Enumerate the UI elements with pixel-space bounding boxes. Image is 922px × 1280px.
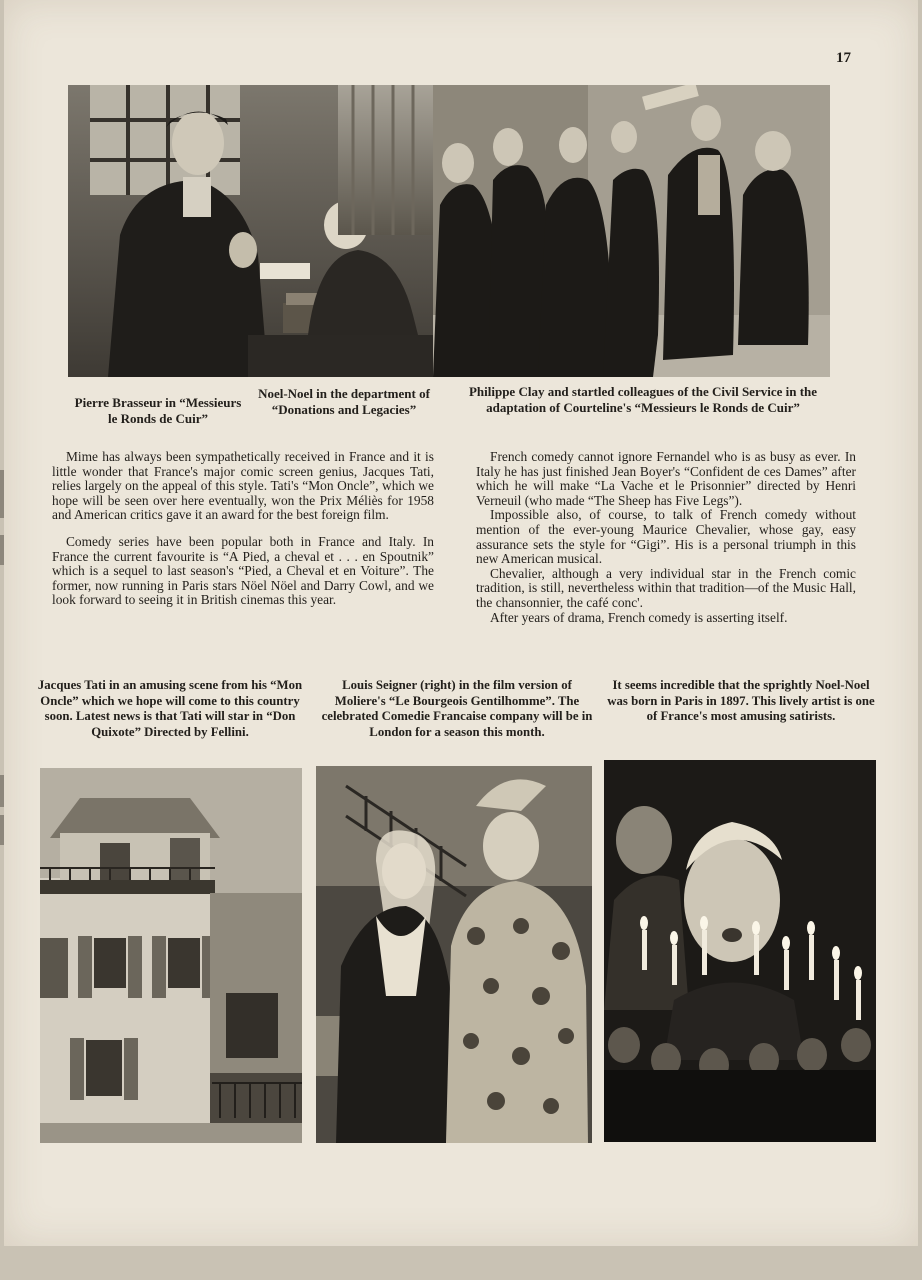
article-paragraph: Chevalier, although a very individual star in the French comic tradition, is still, nevertheless within that tradition—of the Music Hall, the chansonnier, the café conc'. (476, 565, 856, 610)
bourgeois-gentilhomme-photo (316, 766, 592, 1143)
caption-jacques-tati: Jacques Tati in an amusing scene from his “Mon Oncle” which we hope will come to this country soon. Latest news is that Tati will star in “Don Quixote” Directed by Fellini. (37, 678, 303, 739)
top-film-stills-photo (68, 85, 830, 377)
page-number: 17 (836, 50, 851, 66)
article-paragraph: French comedy cannot ignore Fernandel who is as busy as ever. In Italy he has just finished Jean Boyer's “Confident de ces Dames” after which he will make “La Vache et le Prisonnier” directed by Henri Verneuil (who made “The Sheep has Five Legs”). (476, 449, 856, 508)
mon-oncle-building-photo (40, 768, 302, 1143)
article-paragraph: Impossible also, of course, to talk of French comedy without mention of the ever-young Maurice Chevalier, whose gay, easy assurance sets the style for “Gigi”. His is a personal triumph in this new American musical. (476, 507, 856, 567)
caption-noel-noel-department: Noel-Noel in the department of “Donations and Legacies” (258, 386, 430, 417)
article-right-column (476, 450, 856, 625)
caption-brasseur: Pierre Brasseur in “Messieurs le Ronds de Cuir” (74, 395, 242, 426)
caption-philippe-clay: Philippe Clay and startled colleagues of the Civil Service in the adaptation of Courteline's “Messieurs le Ronds de Cuir” (468, 384, 818, 415)
magazine-page (4, 0, 918, 1246)
caption-noel-noel-bio: It seems incredible that the sprightly Noel-Noel was born in Paris in 1897. This lively artist is one of France's most amusing satirists. (607, 678, 875, 723)
caption-louis-seigner: Louis Seigner (right) in the film version of Moliere's “Le Bourgeois Gentilhomme”. The celebrated Comedie Francaise company will be in London for a season this month. (321, 678, 593, 739)
article-paragraph: After years of drama, French comedy is asserting itself. (490, 609, 788, 625)
article-left-column (52, 450, 434, 608)
article-paragraph: Mime has always been sympathetically received in France and it is little wonder that France's major comic screen genius, Jacques Tati, relies largely on the appeal of this style. Tati's “Mon Oncle”, which we hope will be seen over here eventually, won the Prix Méliès for 1958 and American critics gave it an award for the best foreign film. (52, 449, 434, 523)
article-paragraph: Comedy series have been popular both in France and Italy. In France the current favourite is “A Pied, a cheval et . . . en Spoutnik” which is a sequel to last season's “Pied, a Cheval et en Voiture”. The former, now running in Paris stars Nöel Nöel and Darry Cowl, and we look forward to seeing it in British cinemas this year. (52, 533, 434, 608)
noel-noel-candles-photo (604, 760, 876, 1142)
